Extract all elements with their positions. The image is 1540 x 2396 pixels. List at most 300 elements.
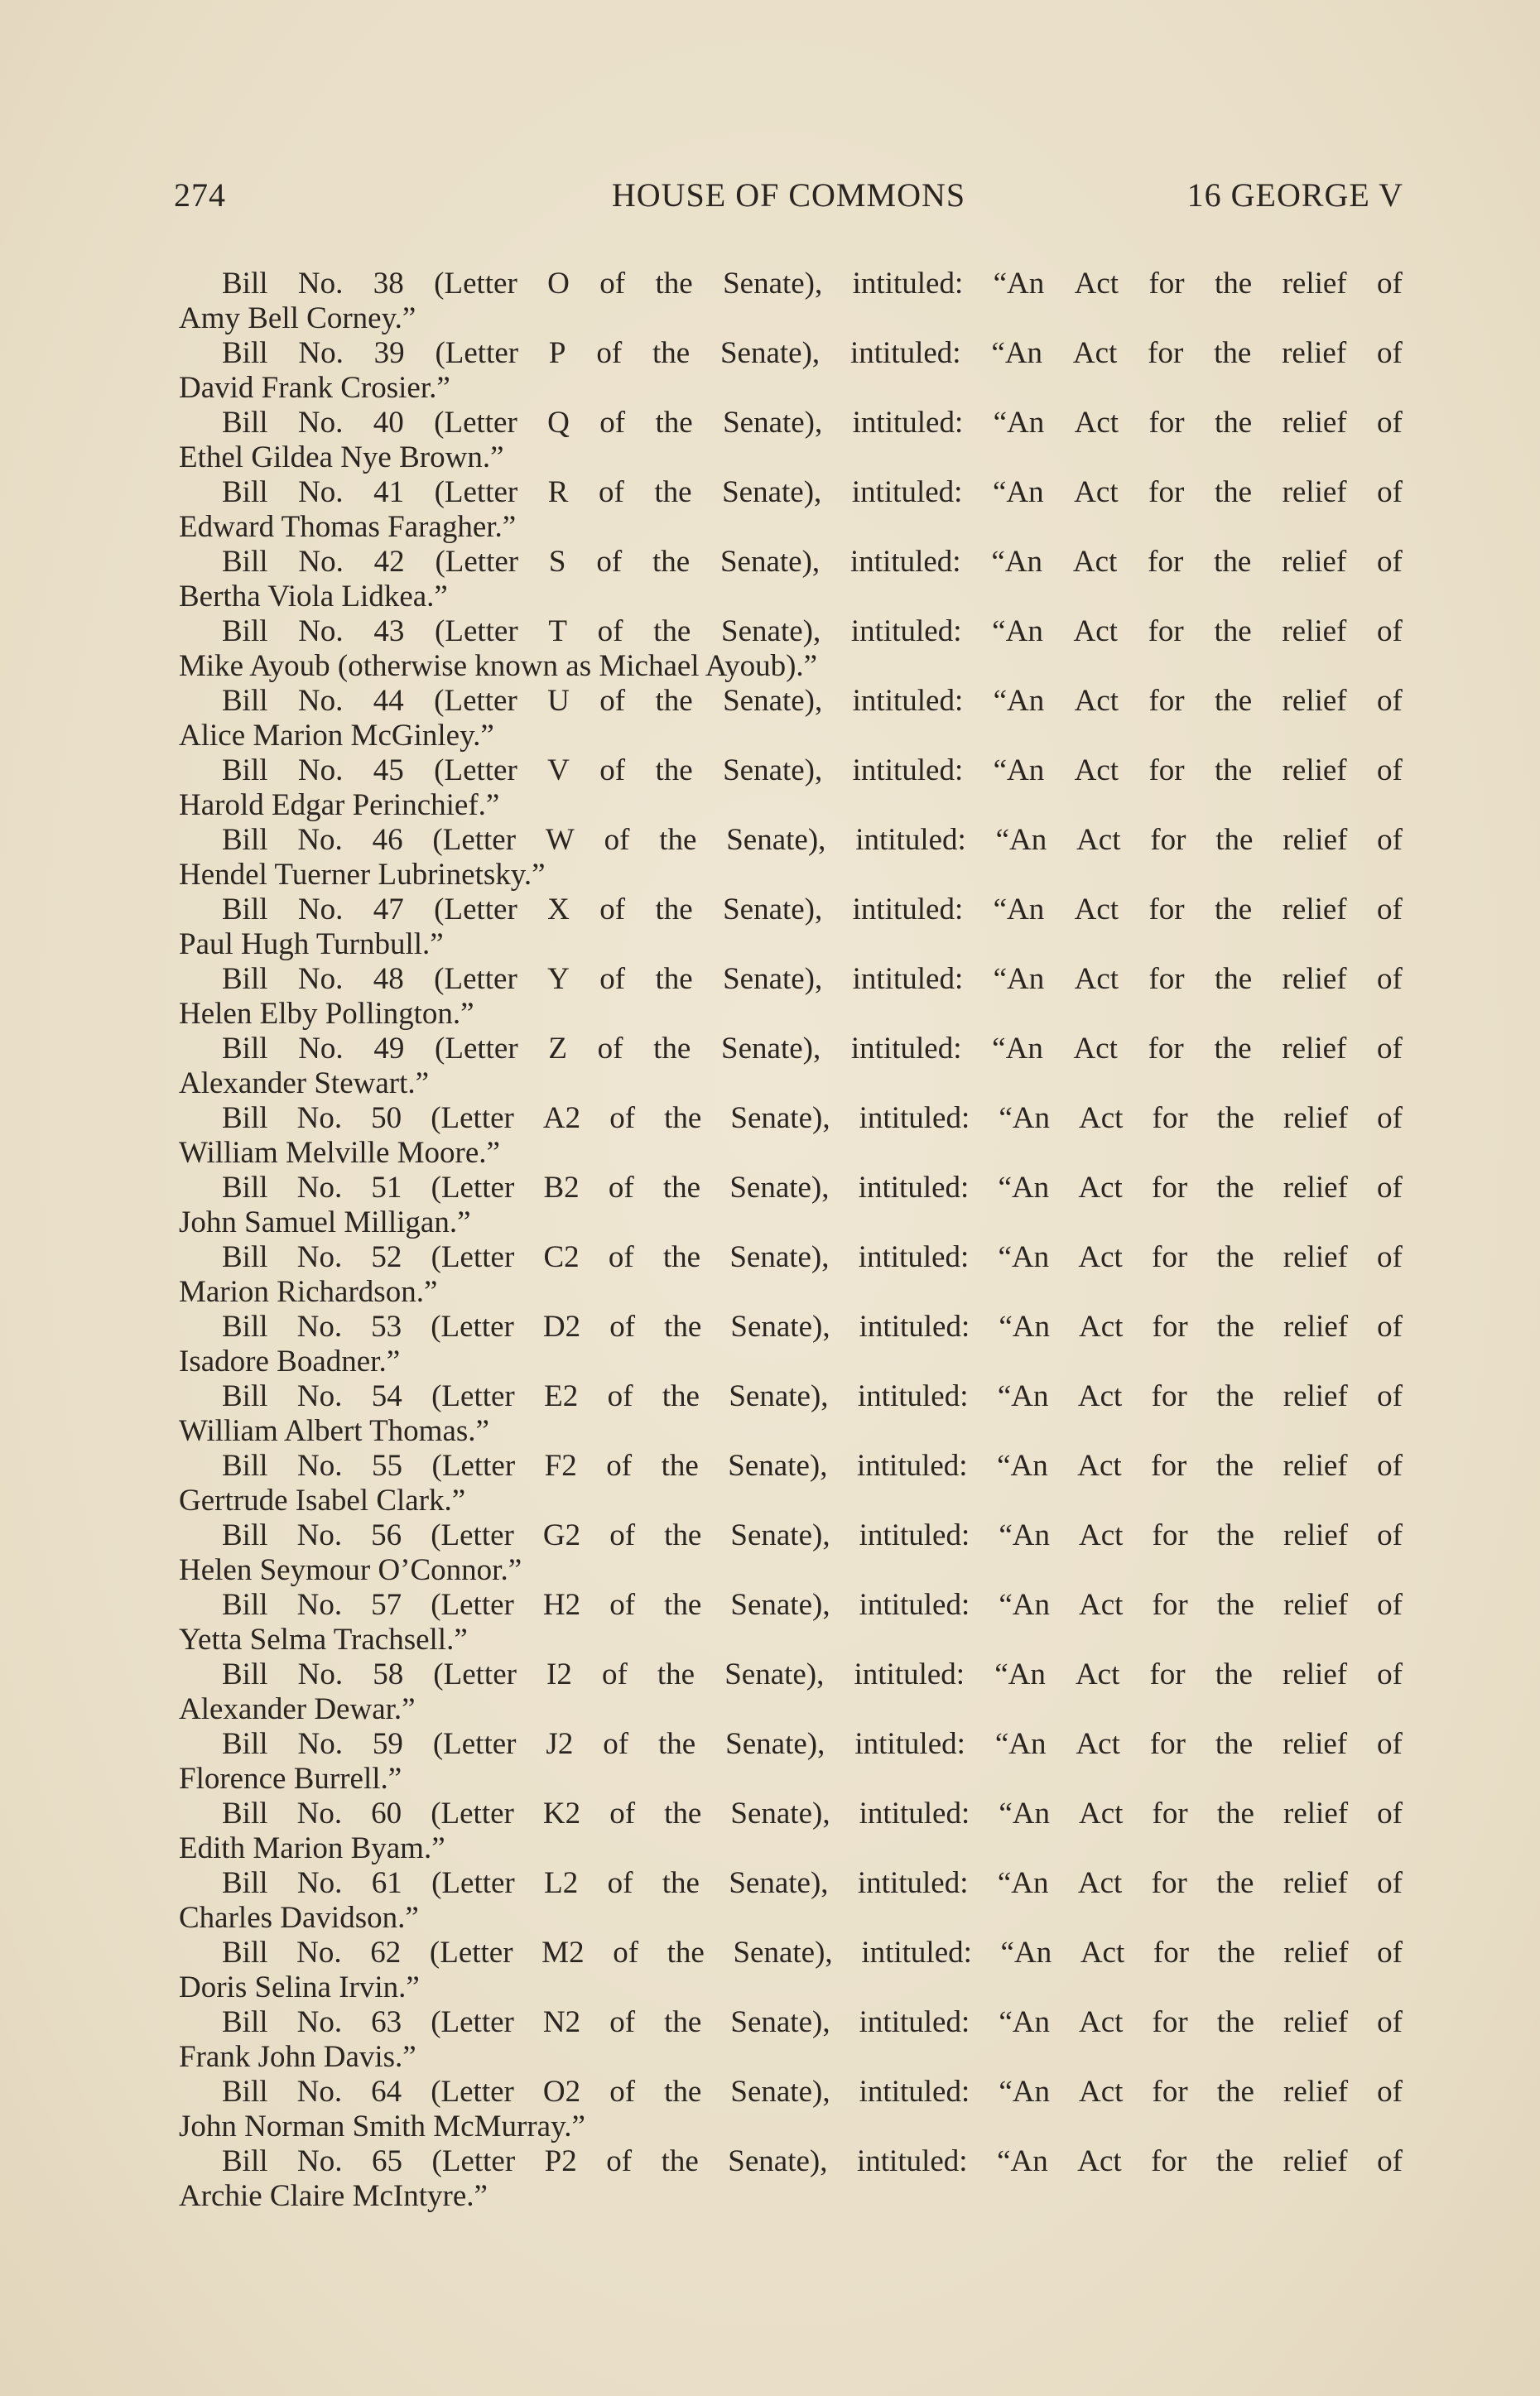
bill-entry-first-line [179,1310,1403,1345]
bill-entry-word: the [1215,2144,1254,2178]
bill-entry-word: “An [992,1032,1043,1066]
bill-entry-word: of [603,1727,629,1761]
bill-entry-word: “An [997,1449,1048,1483]
bill-entry-word: of [1377,1310,1403,1344]
bill-entry-word: Senate), [730,1588,830,1622]
bill-entry-word: “An [999,1310,1050,1344]
bill-entry-word: for [1152,2075,1188,2109]
bill-entry-word: G2 [542,1518,581,1552]
bill-entry-word: 55 [372,1449,403,1483]
bill-entry-word: for [1153,1936,1190,1970]
bill-entry-continuation: Doris Selina Irvin.” [179,1970,420,2004]
bill-entry-continuation: Edward Thomas Faragher.” [179,510,517,544]
bill-entry-word: No. [296,1797,343,1831]
bill-entry-first-line [179,267,1403,301]
bill-entry-word: Act [1079,2005,1124,2039]
bill-entry-word: of [596,545,623,579]
bill-entry-word: 39 [373,336,405,370]
bill-entry-word: No. [297,1449,343,1483]
bill-entry-word: “An [995,823,1047,857]
bill-entry-word: “An [999,1797,1050,1831]
bill-entry-word: Senate), [730,1518,830,1552]
bill-entry-first-line [179,1032,1403,1066]
bill-entry-continuation: Yetta Selma Trachsell.” [179,1623,468,1657]
bill-entry-first-line [179,1727,1403,1762]
bill-entry-word: “An [999,2005,1050,2039]
bill-entry-word: No. [297,406,344,440]
bill-entry-word: Bill [222,1171,268,1205]
bill-entry-word: (Letter [434,892,517,926]
bill-entry-word: Senate), [721,1032,821,1066]
bill-entry-first-line [179,475,1403,510]
bill-entry-word: P [548,336,566,370]
page-number: 274 [174,176,226,214]
bill-entry-first-line [179,2144,1403,2179]
bill-entry-word: Act [1074,684,1119,718]
bill-entry-word: “An [1000,1936,1052,1970]
bill-entry-word: intituled: [859,1797,970,1831]
bill-entry-word: “An [997,1379,1049,1413]
bill-entry-word: the [1215,267,1253,301]
bill-entry-word: the [1214,1032,1252,1066]
bill-entry-word: C2 [543,1240,580,1274]
bill-entry-word: relief [1282,267,1347,301]
bill-entry-word: Bill [222,962,268,996]
bill-entry-word: No. [296,2005,343,2039]
bill-entry-word: the [661,1449,699,1483]
bill-entry-word: “An [997,1866,1049,1900]
bill-entry-word: for [1148,545,1184,579]
bill-entry-first-line [179,1518,1403,1553]
bill-entry-word: of [1377,1518,1403,1552]
bill-entry-word: of [1377,1240,1403,1274]
bill-entry-word: relief [1282,962,1347,996]
bill-entry-continuation: William Albert Thomas.” [179,1414,489,1448]
bill-entry-word: 62 [370,1936,402,1970]
bill-entry-word: 38 [373,267,404,301]
bill-entry-word: the [1216,1588,1254,1622]
bill-entry-word: (Letter [431,1101,514,1135]
bill-entry-word: of [1377,267,1403,301]
bill-entry-word: Senate), [730,2005,830,2039]
bill-entry-word: of [599,962,626,996]
bill-entry-word: Bill [222,1379,268,1413]
bill-entry-word: for [1148,406,1185,440]
bill-entry-word: the [664,1588,702,1622]
bill-entry-word: Act [1072,545,1118,579]
bill-entry-word: relief [1283,2075,1349,2109]
bill-entry-continuation: Helen Elby Pollington.” [179,997,474,1031]
bill-entry-word: “An [997,2144,1048,2178]
bill-entry-first-line [179,962,1403,997]
bill-entry-word: 48 [373,962,404,996]
bill-entry-word: the [1215,684,1253,718]
bill-entry-word: the [664,1518,702,1552]
bill-entry-continuation: Ethel Gildea Nye Brown.” [179,440,504,474]
bill-entry-word: of [1377,2005,1403,2039]
bill-entry-first-line [179,1240,1403,1275]
bill-entry-continuation: John Norman Smith McMurray.” [179,2110,585,2143]
bill-entry-word: for [1152,1310,1188,1344]
bill-entry-word: relief [1283,1518,1349,1552]
bill-entry-word: of [597,614,623,648]
bill-entry-word: of [1376,336,1403,370]
bill-entry-word: (Letter [431,1518,514,1552]
bill-entry-word: of [1377,684,1403,718]
bill-entry-word: “An [999,2075,1050,2109]
bill-entry-word: of [1376,545,1403,579]
bill-entry-word: Senate), [730,2075,830,2109]
bill-entry-word: No. [297,2144,343,2178]
bill-entry-word: intituled: [858,1240,970,1274]
bill-entry-word: of [609,1518,636,1552]
bill-entry-word: 58 [373,1657,404,1691]
bill-entry-word: I2 [546,1657,572,1691]
bill-entry-word: Act [1079,1518,1124,1552]
bill-entry-word: Senate), [729,1379,829,1413]
bill-entry-word: of [606,2144,633,2178]
bill-entry-word: of [613,1936,639,1970]
bill-entry-word: M2 [541,1936,585,1970]
bill-entry-word: of [1377,1936,1403,1970]
bill-entry-word: A2 [542,1101,581,1135]
bill-entry [179,2005,1403,2075]
bill-entry-word: Act [1079,1101,1124,1135]
bill-entry-word: of [1377,962,1403,996]
bill-entry-word: “An [999,1588,1050,1622]
bill-entry-word: relief [1283,2005,1349,2039]
bill-entry-word: intituled: [859,1518,970,1552]
bill-entry-word: of [1377,614,1403,648]
bill-entry-word: No. [297,1727,343,1761]
bill-entry-word: O [547,267,570,301]
bill-entry-word: H2 [542,1588,581,1622]
bill-entry-continuation: William Melville Moore.” [179,1136,500,1170]
bill-entry [179,1657,1403,1727]
bill-entry-word: the [1215,1727,1254,1761]
bill-entry-word: 47 [373,892,404,926]
bill-entry-word: Bill [222,545,268,579]
bill-entry-word: Senate), [725,1727,825,1761]
bill-entry-word: (Letter [431,1588,514,1622]
bill-entry-word: Bill [222,684,268,718]
bill-entry-word: the [1216,1797,1254,1831]
bill-entry-word: No. [296,1866,343,1900]
bill-entry-word: Senate), [719,545,821,579]
bill-entry-word: “An [994,1657,1046,1691]
bill-entry-word: “An [994,1727,1047,1761]
bill-entry-word: of [1377,2075,1403,2109]
bill-entry [179,892,1403,962]
bill-entry-word: (Letter [431,2144,516,2178]
bill-entry-word: of [608,1171,634,1205]
bill-entry-word: “An [993,684,1045,718]
bill-entry-word: Senate), [723,892,823,926]
bill-entry-word: intituled: [859,1310,970,1344]
bill-entry-word: T [548,614,567,648]
bill-entry-word: the [1216,1310,1254,1344]
bill-entry-word: the [653,614,691,648]
bill-entry-word: Bill [222,2144,268,2178]
bill-entry-word: of [609,2005,636,2039]
bill-entry-word: for [1149,1657,1186,1691]
bill-entry-word: R [547,475,569,509]
bill-entry-word: the [667,1936,705,1970]
bill-entry-word: 64 [371,2075,402,2109]
bill-entry-word: 60 [371,1797,402,1831]
bill-entry-word: (Letter [434,684,517,718]
bill-entry [179,1310,1403,1379]
bill-entry-word: Bill [222,1032,268,1066]
bill-entry-word: 54 [371,1379,402,1413]
bill-entry-word: F2 [544,1449,577,1483]
bill-entry-word: Act [1075,1657,1120,1691]
bill-entry-word: Act [1074,406,1119,440]
bill-entry-word: Act [1076,823,1121,857]
bill-entry-word: D2 [542,1310,581,1344]
bill-entry-word: “An [993,267,1045,301]
bill-entry-word: No. [297,823,343,857]
bill-entry-continuation: Paul Hugh Turnbull.” [179,927,444,961]
bill-entry-word: of [599,406,626,440]
bill-entry-word: the [1216,1171,1254,1205]
bill-entry-word: intituled: [852,406,964,440]
bill-entry-word: No. [298,1032,344,1066]
bill-entry-word: intituled: [852,962,964,996]
bill-entry-word: the [1216,1518,1254,1552]
bill-entry-word: the [1214,545,1252,579]
bill-entry-word: intituled: [849,545,961,579]
bill-entry-word: Bill [222,475,268,509]
bill-entry-word: for [1152,1588,1188,1622]
bill-entry-word: relief [1283,1101,1349,1135]
bill-entry-word: “An [991,545,1043,579]
bill-entry-word: the [662,1240,701,1274]
bill-entry-word: relief [1282,406,1347,440]
bill-entry-continuation: Edith Marion Byam.” [179,1831,445,1865]
bill-entry-word: the [654,475,692,509]
bill-entry-word: E2 [544,1379,579,1413]
bill-entry-word: for [1148,962,1185,996]
bill-entry-word: of [597,1032,623,1066]
bill-entry-word: (Letter [435,1032,518,1066]
bill-entry-first-line [179,406,1403,440]
bill-entry-word: No. [297,892,344,926]
bill-entry-word: Bill [222,1449,268,1483]
bill-entry-word: (Letter [431,1449,516,1483]
bill-entry-word: 46 [372,823,403,857]
bill-entry-word: S [548,545,566,579]
bill-entry-word: of [604,823,630,857]
bill-entry-first-line [179,1797,1403,1831]
bill-entry-word: intituled: [861,1936,972,1970]
bill-entry-word: No. [296,1171,343,1205]
bill-entry-word: O2 [542,2075,581,2109]
bill-entry-word: relief [1283,1310,1349,1344]
bill-entry [179,1797,1403,1866]
bill-entry-word: J2 [546,1727,574,1761]
bill-entry-word: for [1148,475,1185,509]
bill-entry-word: “An [998,1171,1050,1205]
bill-entry [179,614,1403,684]
bill-entry-word: for [1149,1727,1186,1761]
bill-entry-word: 59 [372,1727,403,1761]
bill-entry-word: the [655,892,693,926]
bill-entry-word: No. [296,2075,343,2109]
bill-entry-word: No. [297,962,344,996]
bill-entry-word: relief [1282,475,1347,509]
bill-entry-word: of [1377,1379,1403,1413]
bill-entry-continuation: Florence Burrell.” [179,1762,402,1796]
bill-entry-word: No. [297,1657,344,1691]
bill-entry-word: (Letter [431,1171,515,1205]
bill-entry-word: (Letter [434,267,517,301]
bill-entry-word: Act [1072,336,1118,370]
bill-entry-word: No. [296,1240,343,1274]
bill-entry-word: the [655,406,693,440]
bill-entry-word: the [662,1171,701,1205]
bill-entry-word: intituled: [859,2005,970,2039]
bill-entry-word: the [1216,1101,1254,1135]
bill-entry-word: intituled: [851,475,963,509]
bill-entry-word: intituled: [858,1171,970,1205]
bill-entry-word: of [599,684,626,718]
bill-entry-word: (Letter [434,753,517,787]
bill-entry-word: of [1377,1797,1403,1831]
bill-entry-word: of [599,475,624,509]
bill-entry-word: intituled: [852,684,964,718]
bill-entry [179,823,1403,892]
bill-entry-word: (Letter [431,2005,514,2039]
bill-entry-word: L2 [544,1866,579,1900]
bill-entry-word: relief [1283,2144,1348,2178]
bill-entry-word: for [1148,892,1185,926]
bill-entry-word: of [607,1379,633,1413]
bill-entry-word: Act [1073,614,1118,648]
bill-entry-word: Senate), [730,1310,830,1344]
bill-entry-word: of [608,1240,634,1274]
bill-entry-word: Senate), [723,406,823,440]
bill-entry-word: the [1215,892,1253,926]
bill-entry-word: Act [1078,1171,1123,1205]
bill-entry-word: Bill [222,267,268,301]
bill-entry [179,475,1403,545]
bill-entry-word: for [1152,1171,1188,1205]
bill-entry-word: relief [1282,1032,1347,1066]
bill-entry-word: of [1377,475,1403,509]
bill-entry-word: 49 [373,1032,405,1066]
bill-entry-word: “An [992,614,1043,648]
bill-entry-word: of [1377,1866,1403,1900]
bill-entry-word: of [609,1797,636,1831]
bill-entry-word: relief [1283,1240,1348,1274]
bill-entry-word: Act [1079,1310,1124,1344]
bill-entry-first-line [179,753,1403,788]
bill-entry-word: Act [1077,2144,1122,2178]
bill-entry-continuation: Alexander Stewart.” [179,1066,430,1100]
bill-entry-word: (Letter [434,406,517,440]
bill-entry-word: intituled: [855,823,966,857]
bill-entry-word: (Letter [435,614,518,648]
bill-entry-word: intituled: [852,267,964,301]
bill-entry-word: 45 [373,753,404,787]
bill-entry-word: the [655,962,693,996]
bill-entry-word: No. [297,267,344,301]
bill-entry-word: of [1377,823,1403,857]
bill-entry-word: (Letter [433,1657,517,1691]
bill-entry-word: relief [1283,1727,1348,1761]
bill-entry-word: the [664,2005,702,2039]
bill-entry-word: 52 [371,1240,402,1274]
bill-entry-word: the [664,2075,702,2109]
bill-entry-word: Bill [222,823,268,857]
bill-entry-word: Bill [222,614,268,648]
bill-entry-word: (Letter [431,1797,514,1831]
bill-entry-first-line [179,1588,1403,1623]
bill-entry-word: U [547,684,570,718]
bill-entry-word: of [599,267,626,301]
bill-entry-first-line [179,336,1403,371]
bill-entry [179,406,1403,475]
bill-entry-word: intituled: [857,1866,969,1900]
bill-entry-word: (Letter [431,1379,515,1413]
bill-entry-word: Senate), [723,753,823,787]
bill-entry-word: “An [993,892,1045,926]
bill-entry-word: the [1215,823,1254,857]
bill-entry [179,1379,1403,1449]
bill-entry-word: of [609,2075,636,2109]
bill-entry-word: Senate), [722,475,822,509]
bill-entry [179,962,1403,1032]
bill-entry-word: of [1377,1032,1403,1066]
bill-entry-word: of [1377,1588,1403,1622]
bill-entry-word: the [653,1032,691,1066]
bill-entry-word: of [1377,753,1403,787]
bill-entry-word: No. [296,1379,343,1413]
bill-entry-word: the [664,1310,702,1344]
bill-entry-word: (Letter [434,962,517,996]
bill-entry-word: for [1148,267,1185,301]
bill-entry-first-line [179,2005,1403,2040]
bill-entry-word: 61 [371,1866,402,1900]
bill-entry-word: (Letter [435,545,519,579]
bill-entry-word: Act [1076,1727,1120,1761]
bill-entry [179,2075,1403,2144]
bill-entry-word: of [1377,1727,1403,1761]
bill-entry-continuation: John Samuel Milligan.” [179,1205,471,1239]
bill-entry [179,1727,1403,1797]
bill-entry-word: Bill [222,2075,268,2109]
bill-entry-first-line [179,1936,1403,1970]
bill-entry-first-line [179,1657,1403,1692]
bill-entry-word: relief [1283,1449,1348,1483]
bill-entry-word: 57 [371,1588,402,1622]
bill-entry-word: (Letter [432,1727,517,1761]
bill-entry [179,1588,1403,1657]
bill-entry [179,1171,1403,1240]
bill-entry-word: the [1214,614,1252,648]
bill-entry-word: the [659,823,697,857]
bill-entry-word: relief [1283,1657,1348,1691]
bill-entry-word: of [1377,406,1403,440]
bill-entry-word: the [652,545,691,579]
bill-entry-word: Senate), [723,684,823,718]
bill-entry-word: Act [1077,1379,1123,1413]
bill-entry [179,684,1403,753]
bill-entry-word: the [655,684,693,718]
bill-entry-word: Bill [222,1657,268,1691]
bill-entry-continuation: Bertha Viola Lidkea.” [179,580,448,613]
